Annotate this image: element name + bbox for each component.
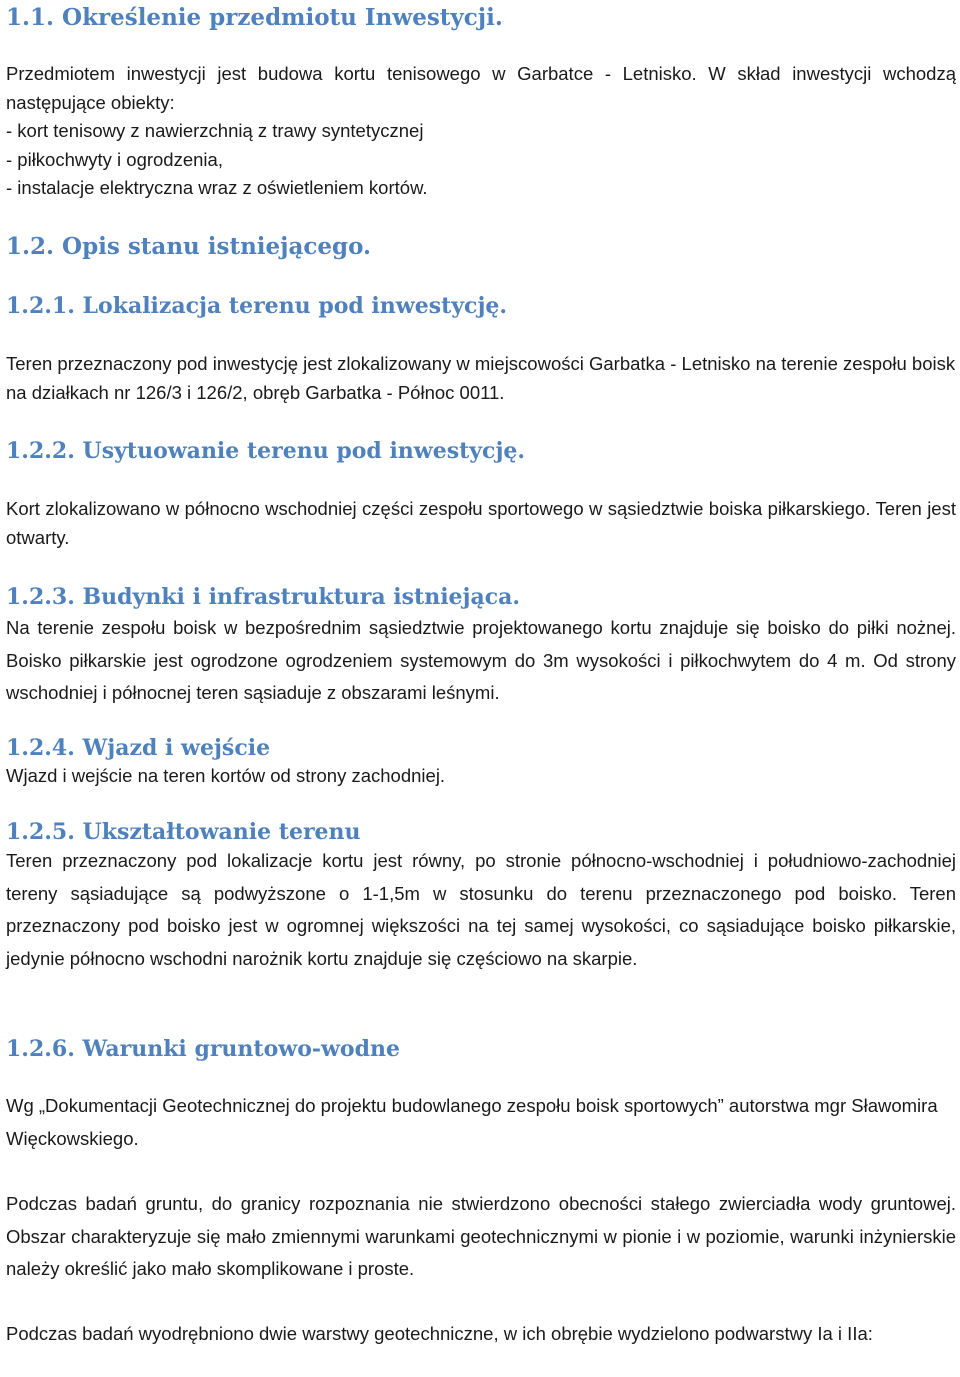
paragraph-1-2-6-b: Podczas badań gruntu, do granicy rozpoznania nie stwierdzono obecności stałego zwierciadła wody gruntowej. Obszar charakteryzuje się mało zmiennymi warunkami geotechnicznymi w pionie i w poziomie, warunki inżynierskie należy określić jako mało skomplikowane i proste. bbox=[6, 1193, 956, 1279]
paragraph-1-2-4: Wjazd i wejście na teren kortów od strony zachodniej. bbox=[6, 765, 446, 786]
paragraph-1-2-6-a: Wg „Dokumentacji Geotechnicznej do projektu budowlanego zespołu boisk sportowych” autorstwa mgr Sławomira Więckowskiego. bbox=[6, 1095, 938, 1149]
heading-1-2: 1.2. Opis stanu istniejącego. bbox=[6, 233, 372, 260]
heading-1-2-2: 1.2.2. Usytuowanie terenu pod inwestycję. bbox=[6, 438, 526, 464]
heading-1-1: 1.1. Określenie przedmiotu Inwestycji. bbox=[6, 4, 503, 31]
section-1-2-3-body bbox=[6, 612, 956, 710]
paragraph-1-2-5: Teren przeznaczony pod lokalizacje kortu jest równy, po stronie północno-wschodniej i południowo-zachodniej tereny sąsiadujące są podwyższone o 1-1,5m w stosunku do terenu przeznaczonego pod boisko. Teren przeznaczony pod boisko jest w ogromnej większości na tej samej wysokości, co sąsiadujące boisko piłkarskie, jedynie północno wschodni narożnik kortu znajduje się częściowo na skarpie. bbox=[6, 850, 956, 969]
section-1-1-body bbox=[6, 60, 956, 203]
paragraph-1-1-intro: Przedmiotem inwestycji jest budowa kortu tenisowego w Garbatce - Letnisko. W skład inwestycji wchodzą następujące obiekty: bbox=[6, 63, 956, 113]
heading-1-2-3: 1.2.3. Budynki i infrastruktura istniejąca. bbox=[6, 584, 521, 610]
paragraph-1-2-3: Na terenie zespołu boisk w bezpośrednim sąsiedztwie projektowanego kortu znajduje się boisko do piłki nożnej. Boisko piłkarskie jest ogrodzone ogrodzeniem systemowym do 3m wysokości i piłkochwytem do 4 m. Od strony wschodniej i północnej teren sąsiaduje z obszarami leśnymi. bbox=[6, 617, 956, 703]
heading-1-2-6: 1.2.6. Warunki gruntowo-wodne bbox=[6, 1036, 400, 1062]
section-1-2-4-body bbox=[6, 762, 956, 791]
paragraph-1-2-6-c: Podczas badań wyodrębniono dwie warstwy geotechniczne, w ich obrębie wydzielono podwarstwy Ia i IIa: bbox=[6, 1323, 873, 1344]
section-1-2-6-p1 bbox=[6, 1090, 956, 1155]
section-1-2-6-p3 bbox=[6, 1318, 956, 1351]
list-item: - piłkochwyty i ogrodzenia, bbox=[6, 148, 223, 170]
section-1-2-5-body bbox=[6, 845, 956, 975]
heading-1-2-1: 1.2.1. Lokalizacja terenu pod inwestycję. bbox=[6, 293, 508, 319]
heading-1-2-5: 1.2.5. Ukształtowanie terenu bbox=[6, 819, 361, 845]
list-item: - instalacje elektryczna wraz z oświetleniem kortów. bbox=[6, 177, 428, 198]
section-1-2-1-body bbox=[6, 350, 956, 407]
paragraph-1-2-2: Kort zlokalizowano w północno wschodniej części zespołu sportowego w sąsiedztwie boiska piłkarskiego. Teren jest otwarty. bbox=[6, 498, 956, 548]
section-1-2-2-body bbox=[6, 495, 956, 552]
section-1-2-6-p2 bbox=[6, 1188, 956, 1286]
paragraph-1-2-1: Teren przeznaczony pod inwestycję jest zlokalizowany w miejscowości Garbatka - Letnisko na terenie zespołu boisk na działkach nr 126/3 i 126/2, obręb Garbatka - Północ 0011. bbox=[6, 353, 956, 403]
list-item: - kort tenisowy z nawierzchnią z trawy syntetycznej bbox=[6, 120, 424, 141]
heading-1-2-4: 1.2.4. Wjazd i wejście bbox=[6, 735, 271, 761]
